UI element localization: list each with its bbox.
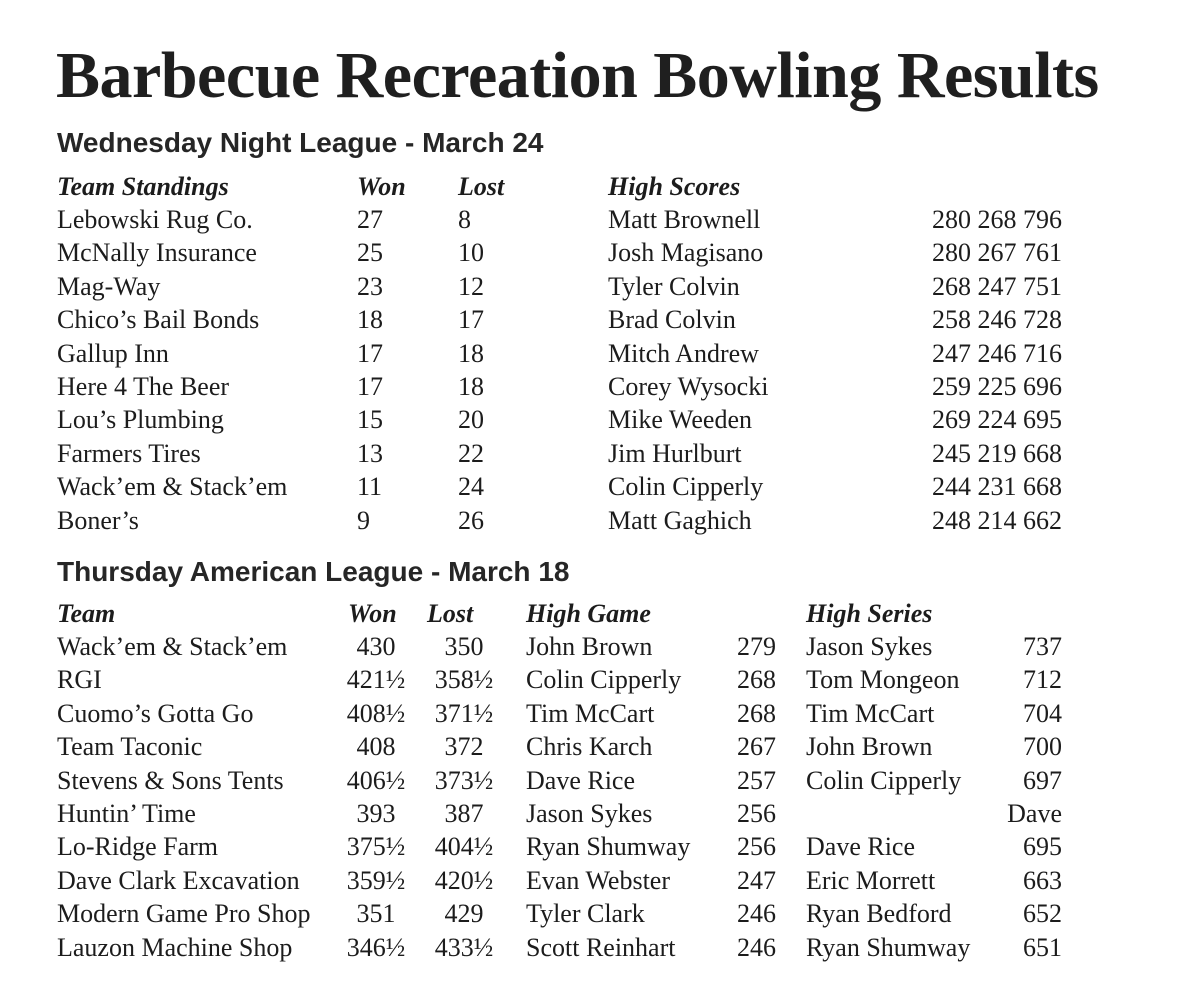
high-series-bowler: Tom Mongeon: [806, 665, 960, 695]
table-row: [0, 303, 1200, 337]
team-name: Team Taconic: [57, 732, 203, 762]
wednesday-league-heading: Wednesday Night League - March 24: [57, 127, 544, 158]
lost-value: 350: [444, 632, 484, 661]
high-series-bowler: Dave Rice: [806, 832, 916, 862]
lost-value: 8: [458, 205, 471, 234]
team-name: Mag-Way: [57, 271, 161, 301]
table-row: [0, 897, 1200, 931]
high-series-bowler: Ryan Bedford: [806, 899, 952, 929]
lost-header: Lost: [458, 172, 505, 201]
lost-value: 371½: [434, 698, 494, 728]
table-row: [0, 470, 1200, 504]
bowler-scores: 268 247 751: [932, 271, 1062, 301]
team-name: Dave Clark Excavation: [57, 865, 300, 895]
thursday-standings-table: [0, 597, 1200, 971]
bowler-name: Jim Hurlburt: [608, 438, 742, 468]
team-name: Stevens & Sons Tents: [57, 765, 284, 795]
lost-value: 24: [458, 472, 484, 502]
team-name: Lou’s Plumbing: [57, 405, 224, 435]
high-series-score: 704: [1023, 698, 1062, 728]
team-name: Cuomo’s Gotta Go: [57, 698, 254, 728]
bowler-scores: 247 246 716: [932, 338, 1062, 368]
won-value: 15: [357, 405, 383, 435]
table-header-row: [0, 170, 1200, 204]
lost-value: 12: [458, 271, 484, 301]
won-value: 421½: [346, 665, 406, 695]
high-series-score: 700: [1023, 732, 1062, 762]
high-game-score: 247: [737, 865, 776, 895]
high-game-score: 256: [737, 799, 776, 828]
bowler-scores: 258 246 728: [932, 305, 1062, 335]
won-value: 346½: [346, 932, 406, 962]
table-header-row: [0, 597, 1200, 631]
lost-value: 20: [458, 405, 484, 435]
lost-value: 26: [458, 505, 484, 535]
table-row: [0, 203, 1200, 237]
lost-value: 17: [458, 305, 484, 335]
table-row: [0, 630, 1200, 664]
high-game-bowler: Jason Sykes: [526, 799, 653, 828]
lost-value: 429: [444, 899, 484, 929]
high-series-bowler: Tim McCart: [806, 698, 935, 728]
bowler-name: Matt Gaghich: [608, 505, 752, 535]
bowler-scores: 280 268 796: [932, 205, 1062, 234]
team-name: Wack’em & Stack’em: [57, 632, 288, 661]
high-scores-header: High Scores: [608, 172, 741, 201]
high-series-score: 651: [1023, 932, 1062, 962]
bowler-name: Brad Colvin: [608, 305, 736, 335]
won-value: 18: [357, 305, 383, 335]
table-row: [0, 697, 1200, 731]
won-header: Won: [357, 172, 406, 201]
bowler-scores: 244 231 668: [932, 472, 1062, 502]
wednesday-standings-table: [0, 170, 1200, 544]
team-name: Lebowski Rug Co.: [57, 205, 253, 234]
lost-header: Lost: [427, 599, 474, 628]
lost-value: 420½: [434, 865, 494, 895]
table-row: [0, 730, 1200, 764]
team-name: Chico’s Bail Bonds: [57, 305, 260, 335]
bowler-name: Colin Cipperly: [608, 472, 764, 502]
high-series-score: 695: [1023, 832, 1062, 862]
team-standings-header: Team Standings: [57, 172, 229, 201]
table-row: [0, 236, 1200, 270]
won-value: 11: [357, 472, 383, 502]
team-name: Huntin’ Time: [57, 799, 196, 828]
team-name: McNally Insurance: [57, 238, 257, 268]
page-title: Barbecue Recreation Bowling Results: [56, 39, 1099, 112]
high-series-bowler: Colin Cipperly: [806, 765, 962, 795]
team-name: Here 4 The Beer: [57, 372, 230, 401]
table-row: [0, 337, 1200, 371]
high-game-bowler: Dave Rice: [526, 765, 636, 795]
lost-value: 18: [458, 338, 484, 368]
high-series-header: High Series: [806, 599, 933, 628]
high-game-score: 268: [737, 665, 776, 695]
team-name: RGI: [57, 665, 102, 695]
thursday-league-heading: Thursday American League - March 18: [57, 556, 570, 587]
team-name: Modern Game Pro Shop: [57, 899, 311, 929]
table-row: [0, 663, 1200, 697]
table-row: [0, 403, 1200, 437]
high-game-bowler: John Brown: [526, 632, 653, 661]
high-series-bowler: Jason Sykes: [806, 632, 933, 661]
high-game-score: 268: [737, 698, 776, 728]
won-value: 25: [357, 238, 383, 268]
high-game-score: 246: [737, 899, 776, 929]
bowler-name: Tyler Colvin: [608, 271, 740, 301]
high-game-score: 256: [737, 832, 776, 862]
table-row: [0, 370, 1200, 404]
bowler-scores: 269 224 695: [932, 405, 1062, 435]
won-value: 408½: [346, 698, 406, 728]
high-game-header: High Game: [526, 599, 651, 628]
high-series-score: 663: [1023, 865, 1062, 895]
won-header: Won: [348, 599, 397, 628]
won-value: 9: [357, 505, 370, 535]
won-value: 406½: [346, 765, 406, 795]
bowler-name: Matt Brownell: [608, 205, 761, 234]
won-value: 23: [357, 271, 383, 301]
team-name: Gallup Inn: [57, 338, 169, 368]
high-series-bowler: Eric Morrett: [806, 865, 936, 895]
won-value: 17: [357, 372, 383, 401]
team-name: Boner’s: [57, 505, 139, 535]
lost-value: 18: [458, 372, 484, 401]
bowler-name: Josh Magisano: [608, 238, 764, 268]
table-row: [0, 437, 1200, 471]
team-header: Team: [57, 599, 116, 628]
won-value: 408: [356, 732, 396, 762]
team-name: Lo-Ridge Farm: [57, 832, 219, 862]
high-series-bowler: John Brown: [806, 732, 933, 762]
lost-value: 433½: [434, 932, 494, 962]
table-row: [0, 931, 1200, 965]
team-name: Wack’em & Stack’em: [57, 472, 288, 502]
high-game-bowler: Colin Cipperly: [526, 665, 682, 695]
bowler-name: Mitch Andrew: [608, 338, 759, 368]
lost-value: 404½: [434, 832, 494, 862]
table-row: [0, 830, 1200, 864]
lost-value: 372: [444, 732, 484, 762]
high-game-bowler: Tyler Clark: [526, 899, 645, 929]
high-game-score: 279: [737, 632, 776, 661]
table-row: [0, 764, 1200, 798]
high-game-score: 246: [737, 932, 776, 962]
table-row: [0, 797, 1200, 831]
high-game-bowler: Tim McCart: [526, 698, 655, 728]
won-value: 393: [356, 799, 396, 828]
lost-value: 358½: [434, 665, 494, 695]
table-row: [0, 504, 1200, 538]
won-value: 13: [357, 438, 383, 468]
high-game-bowler: Ryan Shumway: [526, 832, 691, 862]
high-series-score: 712: [1023, 665, 1062, 695]
bowler-scores: 245 219 668: [932, 438, 1062, 468]
high-game-bowler: Evan Webster: [526, 865, 670, 895]
lost-value: 22: [458, 438, 484, 468]
bowler-name: Corey Wysocki: [608, 372, 769, 401]
won-value: 375½: [346, 832, 406, 862]
high-game-score: 257: [737, 765, 776, 795]
high-series-score: Dave: [1007, 799, 1062, 828]
won-value: 359½: [346, 865, 406, 895]
team-name: Lauzon Machine Shop: [57, 932, 293, 962]
won-value: 27: [357, 205, 383, 234]
bowler-name: Mike Weeden: [608, 405, 752, 435]
lost-value: 387: [444, 799, 484, 828]
bowler-scores: 259 225 696: [932, 372, 1062, 401]
high-series-score: 652: [1023, 899, 1062, 929]
high-game-bowler: Chris Karch: [526, 732, 653, 762]
bowler-scores: 248 214 662: [932, 505, 1062, 535]
high-series-bowler: Ryan Shumway: [806, 932, 971, 962]
won-value: 351: [356, 899, 396, 929]
bowler-scores: 280 267 761: [932, 238, 1062, 268]
high-series-score: 697: [1023, 765, 1062, 795]
lost-value: 10: [458, 238, 484, 268]
high-game-bowler: Scott Reinhart: [526, 932, 676, 962]
lost-value: 373½: [434, 765, 494, 795]
won-value: 430: [356, 632, 396, 661]
high-series-score: 737: [1023, 632, 1062, 661]
won-value: 17: [357, 338, 383, 368]
team-name: Farmers Tires: [57, 438, 201, 468]
table-row: [0, 864, 1200, 898]
table-row: [0, 270, 1200, 304]
high-game-score: 267: [737, 732, 776, 762]
